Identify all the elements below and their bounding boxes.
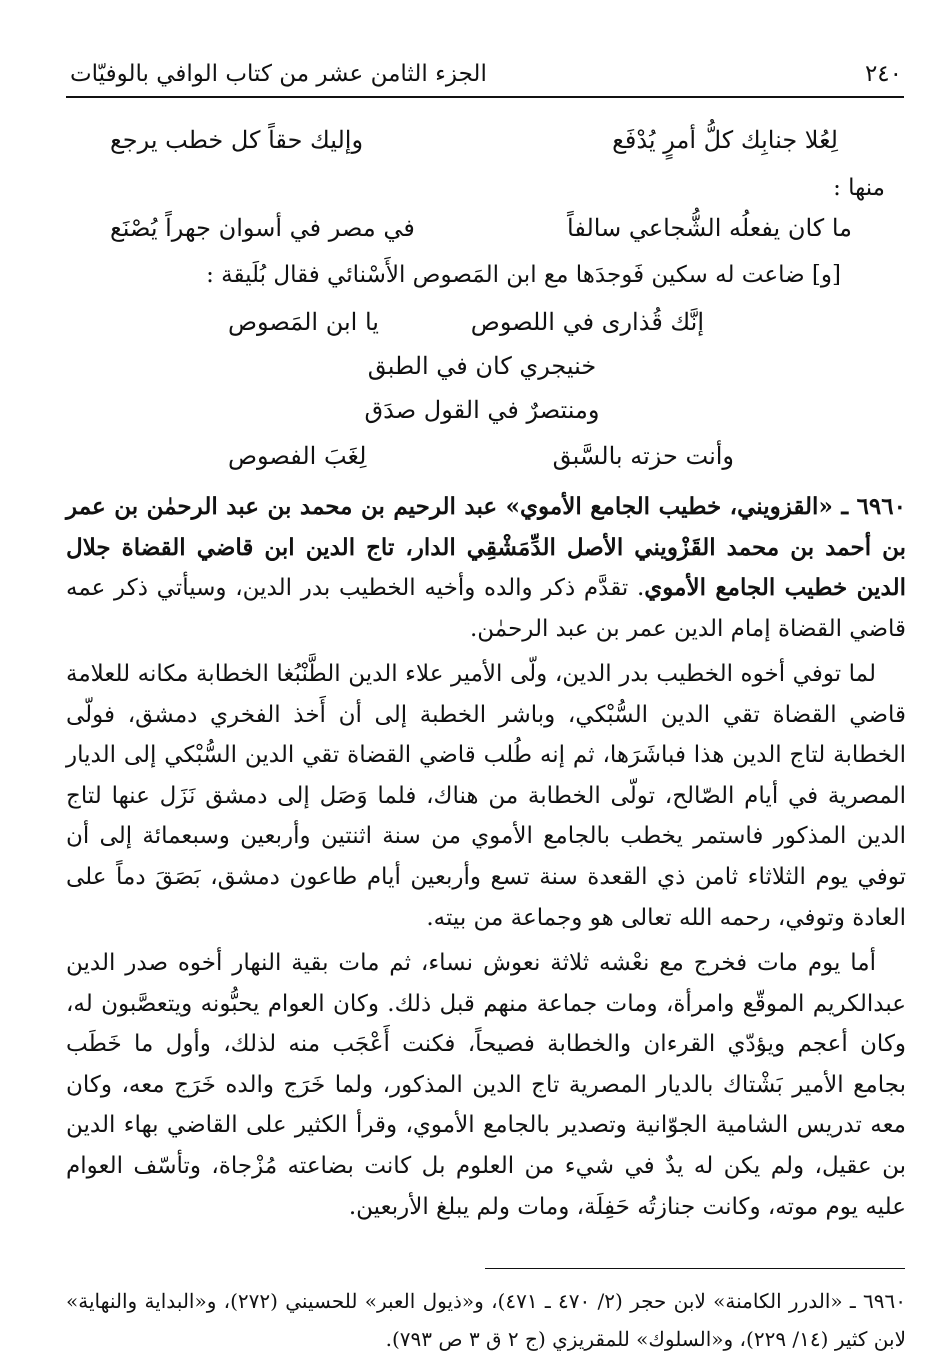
header-divider: [66, 96, 904, 98]
biography-paragraph-2: لما توفي أخوه الخطيب بدر الدين، ولّى الأمير علاء الدين الطَّنْبُغا الخطابة مكانه للعلامة قاضي القضاة تقي الدين السُّبْكي، وباشر الخطبة إلى أن أَخذ الفخري دمشق، فولّى الخطابة لتاج الدين هذا فباشَرَها، ثم إنه طُلب قاضي القضاة تقي الدين السُّبْكي إلى الديار المصرية في أيام الصّالح، تولّى الخطابة من هناك، فلما وَصَل إلى دمشق نَزَل عنها لتاج الدين المذكور فاستمر يخطب بالجامع الأموي من سنة اثنتين وأربعين وسبعمائة إلى أن توفي يوم الثلاثاء ثامن ذي القعدة سنة تسع وأربعين أيام طاعون دمشق، بَصَقَ دماً على العادة وتوفي، رحمه الله تعالى هو وجماعة من بيته.: [66, 661, 906, 931]
poem1-intro: منها :: [833, 175, 885, 201]
running-title: الجزء الثامن عشر من كتاب الوافي بالوفيّات: [70, 61, 487, 87]
poem2-verse-3: [292, 388, 672, 432]
poem1-verse-1: [110, 118, 838, 162]
page-number: ٢٤٠: [864, 61, 902, 87]
hemistich-second: لِغَبَ الفصوص: [228, 442, 367, 470]
poem1-verse-2: [110, 206, 852, 250]
verse-text: ومنتصرٌ في القول صدَق: [364, 396, 600, 424]
entry-intro-text: . تقدَّم ذكر والده وأخيه الخطيب بدر الدين، وسيأتي ذكر عمه قاضي القضاة إمام الدين عمر بن عبد الرحمٰن.: [66, 575, 906, 642]
footnote-divider: [485, 1268, 905, 1269]
poem2-verse-2: [292, 344, 672, 388]
biography-paragraph-3: أما يوم مات فخرج مع نعْشه ثلاثة نعوش نساء، ثم مات بقية النهار أخوه صدر الدين عبدالكريم الموقّع وامرأة، ومات جماعة منهم قبل ذلك. وكان العوام يحبُّونه ويتعصَّبون له، وكان أعجم ويؤدّي القرءان والخطابة فصيحاً، فكنت أَعْجَب منه لذلك، وأول ما خَطَب بجامع الأمير بَشْتاك بالديار المصرية تاج الدين المذكور، ولما خَرَج والده خَرَج معه، وكان معه تدريس الشامية الجوّانية وتصدير بالجامع الأموي، وقرأ الكثير على القاضي بهاء الدين بن عقيل، ولم يكن له يدٌ في شيء من العلوم بل كانت بضاعته مُزْجاة، وتأسّف العوام عليه يوم موته، وكانت جنازتُه حَفِلَة، ومات ولم يبلغ الأربعين.: [66, 950, 906, 1220]
hemistich-second: يا ابن المَصوص: [228, 308, 379, 336]
hemistich-first: ما كان يفعلُه الشُّجاعي سالفاً: [567, 214, 852, 242]
hemistich-second: وإليك حقاً كل خطب يرجع: [110, 126, 364, 154]
hemistich-first: وأنت حزته بالسَّبق: [552, 442, 734, 470]
anecdote-line: [و] ضاعت له سكين فَوجدَها مع ابن المَصوص الأَسْنائي فقال بُلَيقة :: [206, 262, 841, 288]
footnote: ٦٩٦٠ ـ «الدرر الكامنة» لابن حجر (٢/ ٤٧٠ ـ ٤٧١)، و«ذيول العبر» للحسيني (٢٧٢)، و«البداية والنهاية» لابن كثير (١٤/ ٢٢٩)، و«السلوك» للمقريزي (ج ٢ ق ٣ ص ٧٩٣).: [66, 1289, 906, 1351]
hemistich-first: إنَّك قُذارى في اللصوص: [470, 308, 704, 336]
entry-heading: ٦٩٦٠ ـ «القزويني، خطيب الجامع الأموي» عبد الرحيم بن محمد بن عبد الرحمٰن بن عمر بن أحمد بن محمد القَزْويني الأصل الدِّمَشْقِي الدار، تاج الدين ابن قاضي القضاة جلال الدين خطيب الجامع الأموي: [66, 493, 906, 602]
running-header: [70, 54, 902, 94]
hemistich-first: لِعُلا جنابِك كلُّ أمرٍ يُدْفَع: [612, 126, 838, 154]
verse-text: خنيجري كان في الطبق: [367, 352, 597, 380]
biography-entry-intro: [66, 487, 906, 649]
hemistich-second: في مصر في أسوان جهراً يُصْنَع: [110, 214, 415, 242]
poem2-verse-4: [228, 434, 734, 478]
poem2-verse-1: [228, 300, 704, 344]
